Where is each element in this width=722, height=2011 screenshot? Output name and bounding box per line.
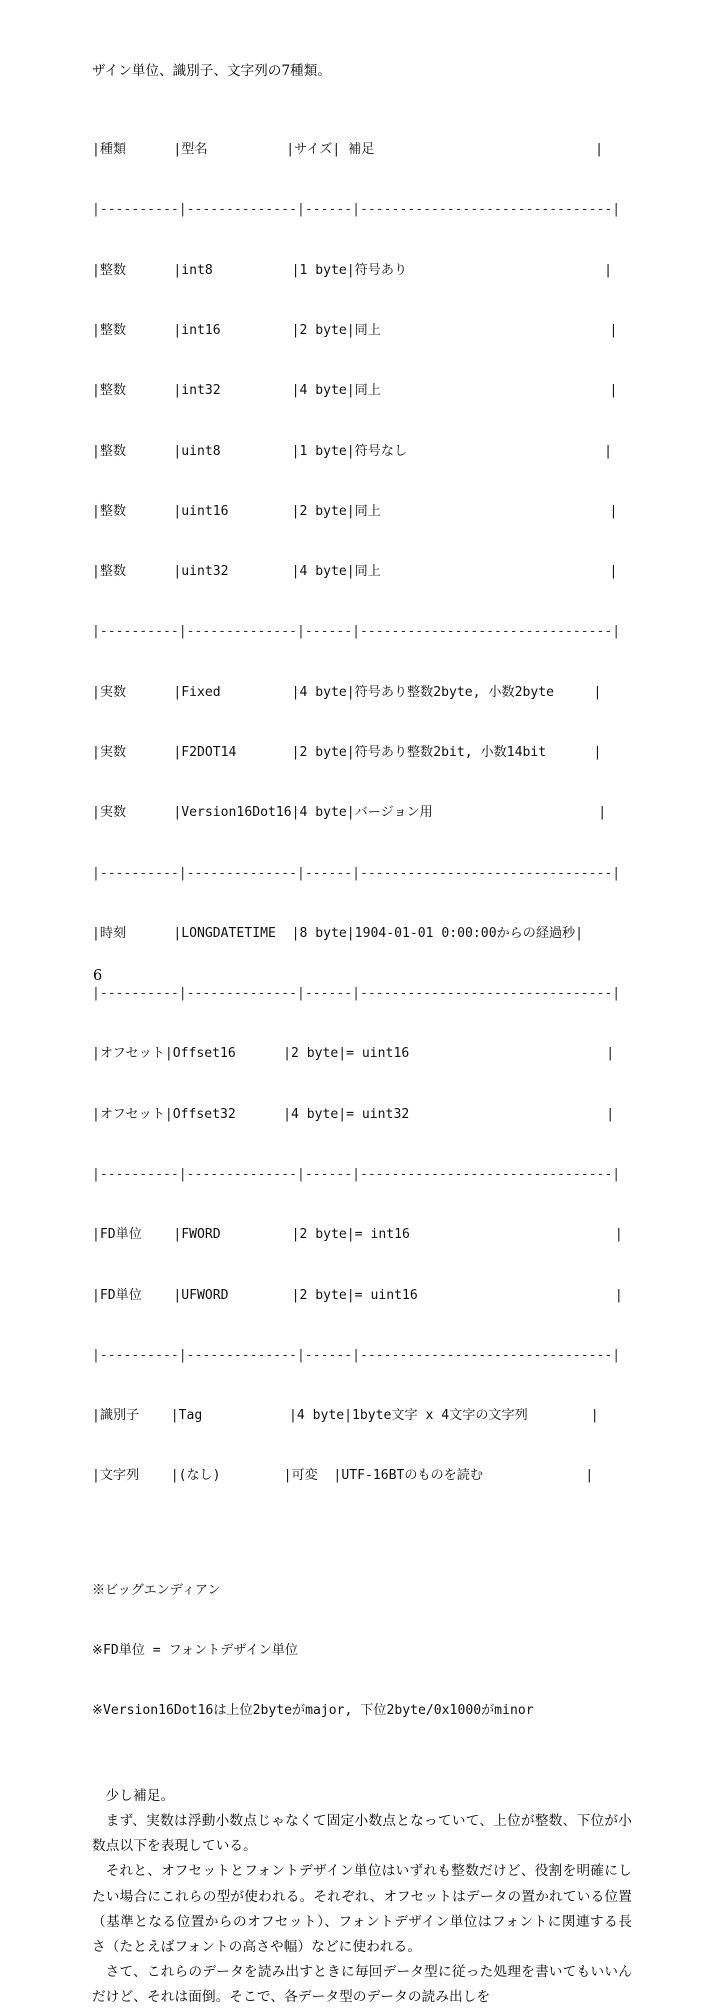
data-types-ascii-table [92,100,632,1527]
table-row: |整数 |int16 |2 byte|同上 | [92,323,618,339]
table-separator-row: |----------|--------------|------|--------------------------------| [92,865,621,881]
table-row: |整数 |uint16 |2 byte|同上 | [92,503,618,519]
page-content [92,60,632,2011]
table-separator-row: |----------|--------------|------|--------------------------------| [92,202,621,218]
table-separator-row: |----------|--------------|------|--------------------------------| [92,1347,621,1363]
table-row: |整数 |uint8 |1 byte|符号なし | [92,443,613,459]
paragraph: それと、オフセットとフォントデザイン単位はいずれも整数だけど、役割を明確にしたい場合にこれらの型が使われる。それぞれ、オフセットはデータの置かれている位置（基準となる位置からのオフセット）、フォントデザイン単位はフォントに関連する長さ（たとえばフォントの高さや幅）などに使われる。 [92,1863,632,1955]
note-line: ※ビッグエンディアン [92,1582,221,1598]
table-row: |オフセット|Offset32 |4 byte|= uint32 | [92,1106,615,1122]
table-header-row: |種類 |型名 |サイズ| 補足 | [92,142,603,158]
table-separator-row: |----------|--------------|------|--------------------------------| [92,1166,621,1182]
table-separator-row: |----------|--------------|------|--------------------------------| [92,986,621,1002]
note-line: ※FD単位 = フォントデザイン単位 [92,1643,298,1659]
table-row: |時刻 |LONGDATETIME |8 byte|1904-01-01 0:00:00からの経過秒| [92,925,584,941]
table-separator-row: |----------|--------------|------|--------------------------------| [92,624,621,640]
table-notes [92,1541,632,1762]
table-row: |整数 |int8 |1 byte|符号あり | [92,262,613,278]
paragraph: さて、これらのデータを読み出すときに毎回データ型に従った処理を書いてもいいんだけど、それは面倒。そこで、各データ型のデータの読み出しを [92,1964,632,2006]
table-row: |実数 |Fixed |4 byte|符号あり整数2byte, 小数2byte | [92,684,602,700]
table-row: |整数 |int32 |4 byte|同上 | [92,383,618,399]
intro-paragraph: ザイン単位、識別子、文字列の7種類。 [92,63,331,79]
table-row: |実数 |F2DOT14 |2 byte|符号あり整数2bit, 小数14bit | [92,745,602,760]
table-row: |整数 |uint32 |4 byte|同上 | [92,564,618,580]
paragraph: 少し補足。 [105,1787,175,1804]
paragraph: まず、実数は浮動小数点じゃなくて固定小数点となっていて、上位が整数、下位が小数点以下を表現している。 [92,1812,632,1855]
table-row: |識別子 |Tag |4 byte|1byte文字 x 4文字の文字列 | [92,1408,599,1424]
table-row: |オフセット|Offset16 |2 byte|= uint16 | [92,1046,615,1062]
body-text [92,1784,632,2011]
table-row: |FD単位 |FWORD |2 byte|= int16 | [92,1227,623,1243]
note-line: ※Version16Dot16は上位2byteがmajor, 下位2byte/0x1000がminor [92,1703,534,1719]
table-row: |実数 |Version16Dot16|4 byte|バージョン用 | [92,805,607,821]
table-row: |文字列 |(なし) |可変 |UTF-16BTのものを読む | [92,1468,594,1484]
table-row: |FD単位 |UFWORD |2 byte|= uint16 | [92,1287,623,1303]
page-number: 6 [93,968,103,984]
